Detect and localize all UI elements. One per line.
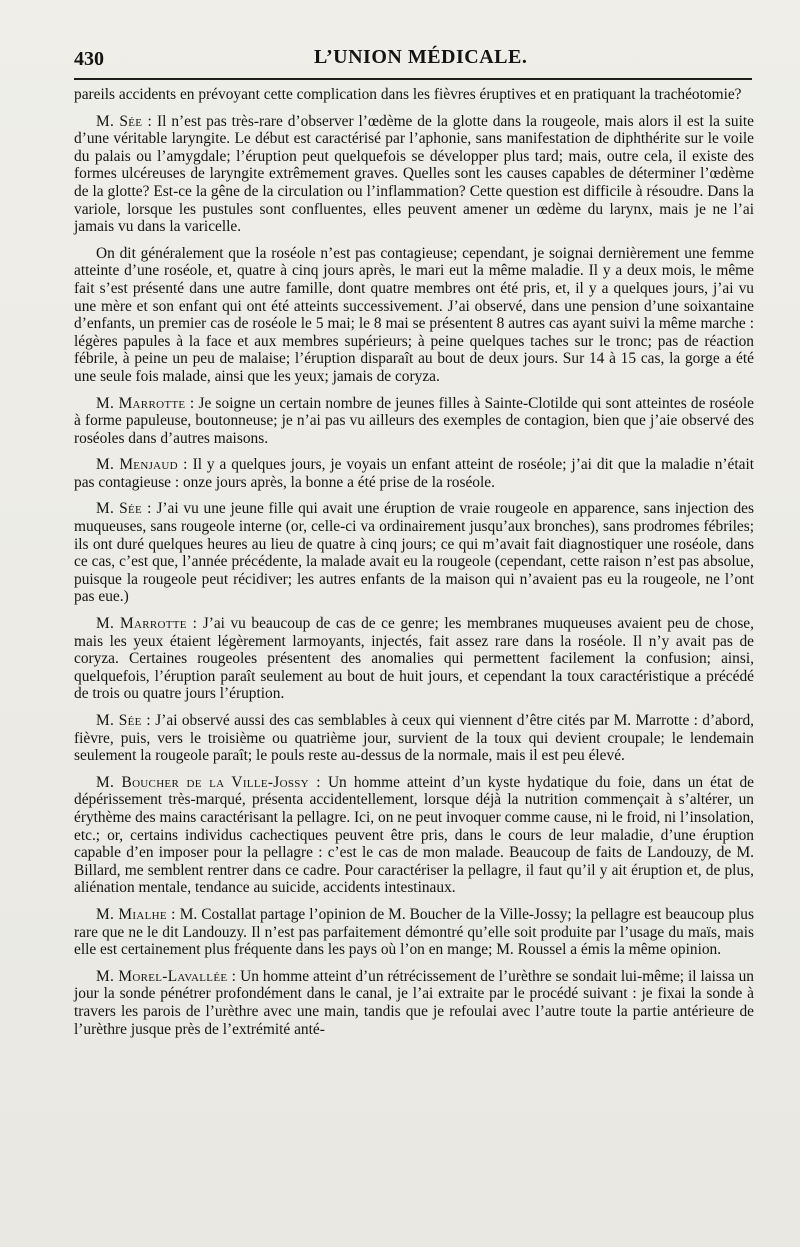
speaker-name: M. Sée :	[96, 112, 153, 130]
paragraph-roseole	[74, 245, 754, 386]
paragraph-text: J’ai vu une jeune fille qui avait une éruption de vraie rougeole en apparence, sans injection des muqueuses, sans rougeole interne (or, celle-ci va ordinairement jusqu’aux bronches), sans prodromes fébriles; ils ont duré quelques heures au lieu de quatre à cinq jours; ce qui m’avait fait diagnostiquer une roséole, dans ce cas, c’est que, l’année précédente, la malade avait eu la rougeole (cependant, cette raison n’est pas absolue, puisque la rougeole peut récidiver; les autres enfants de la maison qui n’avaient pas eu la rougeole, ne l’ont pas eue.)	[74, 500, 755, 606]
body-text	[74, 86, 754, 1047]
speaker-name: M. Marrotte :	[96, 394, 195, 412]
page-number: 430	[74, 48, 104, 70]
paragraph-text: J’ai vu beaucoup de cas de ce genre; les membranes muqueuses avaient peu de chose, mais les yeux étaient légèrement larmoyants, injectés, fait assez rare dans la roséole. Il n’y avait pas de coryza. Certaines rougeoles présentent des anomalies qui permettent facilement la confusion; ainsi, quelquefois, l’éruption paraît seulement au bout de huit jours, et cependant la toux caractéristique a précédé de trois ou quatre jours l’éruption.	[74, 615, 754, 703]
speaker-name: M. Sée :	[96, 712, 151, 729]
paragraph-see-3	[74, 712, 754, 765]
paragraph-boucher	[74, 774, 754, 897]
paragraph-text: Un homme atteint d’un kyste hydatique du foie, dans un état de dépérissement très-marqué, présenta accidentellement, lorsque déjà la nutrition commençait à s’altérer, un érythème des mains caractérisant la pellagre. Ici, on ne peut invoquer comme cause, ni le froid, ni l’insolation, etc.; or, certains individus cachectiques peuvent être pris, dans le cours de leur maladie, d’une éruption capable d’en imposer pour la pellagre : c’est le cas de mon malade. Beaucoup de faits de Landouzy, de M. Billard, me semblent rentrer dans ce cadre. Pour caractériser la pellagre, il faut qu’il y ait éruption et, de plus, aliénation mentale, tendance au suicide, accidents intestinaux.	[74, 773, 754, 897]
speaker-name: M. Marrotte :	[96, 615, 198, 633]
header-rule	[74, 78, 752, 80]
paragraph-text: J’ai observé aussi des cas semblables à ceux qui viennent d’être cités par M. Marrotte : d’abord, fièvre, puis, vers le troisième ou quatrième jour, survient de la toux qui devient croupale; le lendemain seulement la rougeole paraît; le pouls reste au-dessus de la normale, mais il est peu élevé.	[74, 712, 754, 765]
paragraph-text: Il n’est pas très-rare d’observer l’œdème de la glotte dans la rougeole, mais alors il est la suite d’une véritable laryngite. Le début est caractérisé par l’aphonie, sans manifestation de diphthérite sur le voile du palais ou l’amygdale; l’éruption peut quelquefois se développer plus tard; mais, outre cela, il existe des formes ulcéreuses de laryngite extrêmement graves. Quelles sont les causes capables de déterminer l’œdème de la glotte? Est-ce la gêne de la circulation ou l’inflammation? Cette question est difficile à résoudre. Dans la variole, lorsque les pustules sont confluentes, elles peuvent amener un œdème du larynx, mais je ne l’ai jamais vu dans la varicelle.	[74, 112, 754, 236]
paragraph-text: Je soigne un certain nombre de jeunes filles à Sainte-Clotilde qui sont atteintes de roséole à forme papuleuse, boutonneuse; je n’ai pas vu ailleurs des exemples de contagion, bien que j’aie observé des roséoles dans d’autres maisons.	[74, 394, 754, 447]
speaker-name: M. Mialhe :	[96, 905, 176, 923]
paragraph-text: Un homme atteint d’un rétrécissement de l’urèthre se sondait lui-même; il laissa un jour la sonde pénétrer profondément dans le canal, je l’ai extraite par le procédé suivant : je fixai la sonde à travers les parois de l’urèthre avec une main, tandis que je refoulai avec l’autre toute la partie antérieure de l’urèthre jusque près de l’extrémité anté-	[74, 967, 754, 1038]
speaker-name: M. Menjaud :	[96, 456, 188, 474]
paragraph-text: M. Costallat partage l’opinion de M. Boucher de la Ville-Jossy; la pellagre est beaucoup plus rare que ne le dit Landouzy. Il n’est pas parfaitement démontré qu’elle soit produite par l’usage du maïs, mais elle est certainement plus fréquente dans les pays où l’on en mange; M. Roussel a émis la même opinion.	[74, 905, 754, 959]
speaker-name: M. Sée :	[96, 500, 152, 518]
speaker-name: M. Boucher de la Ville-Jossy :	[96, 773, 321, 791]
paragraph-text: Il y a quelques jours, je voyais un enfant atteint de roséole; j’ai dit que la maladie n’était pas contagieuse : onze jours après, la bonne a été prise de la roséole.	[74, 456, 754, 491]
paragraph-marrotte-1	[74, 395, 754, 448]
paragraph-morel-lavallee	[74, 968, 754, 1038]
speaker-name: M. Morel-Lavallée :	[96, 967, 237, 985]
paragraph-see-1	[74, 113, 754, 236]
paragraph-text: On dit généralement que la roséole n’est pas contagieuse; cependant, je soignai dernièrement une femme atteinte d’une roséole, et, quatre à cinq jours après, le mari eut la même maladie. Il y a deux mois, le même fait s’est présenté dans une autre famille, dont quatre membres ont été pris, et, il y a quelques jours, j’ai vu une mère et son enfant qui ont été atteints successivement. J’ai observé, dans une pension d’une soixantaine d’enfants, un premier cas de roséole le 5 mai; le 8 mai se présentent 8 autres cas ayant suivi la même marche : légères papules à la face et aux membres supérieurs; à peine quelques taches sur le tronc; pas de réaction fébrile, à peine un peu de malaise; l’éruption disparaît au bout de deux jours. Sur 14 à 15 cas, la gorge a été une seule fois malade, ainsi que les yeux; jamais de coryza.	[74, 244, 754, 385]
running-title: L’UNION MÉDICALE.	[314, 46, 528, 68]
paragraph-continuation	[74, 86, 754, 104]
paragraph-menjaud	[74, 456, 754, 491]
paragraph-marrotte-2	[74, 615, 754, 703]
paragraph-mialhe	[74, 906, 754, 959]
paragraph-text: pareils accidents en prévoyant cette complication dans les fièvres éruptives et en pratiquant la trachéotomie?	[74, 86, 742, 103]
paragraph-see-2	[74, 500, 754, 606]
page-header	[74, 40, 752, 74]
